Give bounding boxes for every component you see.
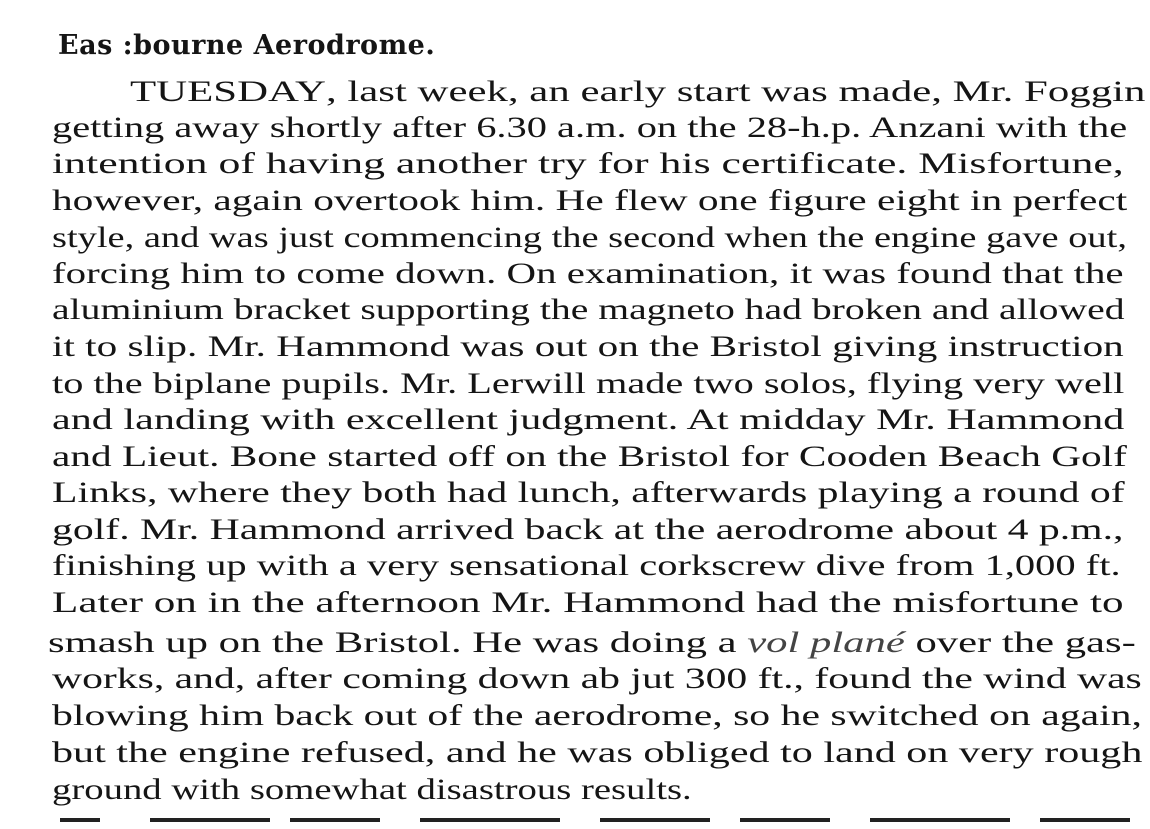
text-line (52, 698, 1142, 734)
text-line (52, 548, 1121, 584)
text-run: however, again overtook him. He flew one figure eight in perfect (52, 184, 1128, 217)
text-run: intention of having another try for his certificate. Misfortune, (52, 147, 1124, 180)
text-run: Later on in the afternoon Mr. Hammond had the misfortune to (52, 586, 1124, 619)
text-run: ground with somewhat disastrous results. (52, 773, 692, 806)
text-line (52, 585, 1124, 621)
text-run: over the gas- (904, 626, 1136, 659)
text-run: , last week, an early start was made, Mr. Foggin (325, 75, 1146, 108)
text-line (52, 475, 1125, 511)
text-line (52, 146, 1124, 182)
text-line (52, 366, 1124, 402)
text-run: aluminium bracket supporting the magneto had broken and allowed (52, 293, 1125, 326)
text-run: finishing up with a very sensational corkscrew dive from 1,000 ft. (52, 549, 1121, 582)
cropped-next-line (40, 812, 1140, 829)
text-run: getting away shortly after 6.30 a.m. on the 28-h.p. Anzani with the (52, 111, 1128, 144)
text-run: T (130, 75, 157, 108)
text-run: smash up on the Bristol. He was doing a (48, 626, 748, 659)
article-heading: Eas :bourne Aerodrome. (58, 30, 436, 61)
text-line (52, 256, 1124, 292)
text-run: works, and, after coming down ab jut 300 ft., found the wind was (52, 662, 1142, 695)
text-line (130, 74, 1145, 110)
text-line (52, 402, 1124, 438)
text-line (52, 661, 1142, 697)
text-run: it to slip. Mr. Hammond was out on the Bristol giving instruction (52, 330, 1124, 363)
text-line (52, 220, 1127, 256)
text-run: UESDAY (156, 75, 326, 108)
text-line (52, 110, 1127, 146)
text-line (52, 512, 1123, 548)
text-run: and landing with excellent judgment. At midday Mr. Hammond (52, 403, 1125, 436)
text-line (52, 772, 692, 808)
text-run: and Lieut. Bone started off on the Bristol for Cooden Beach Golf (52, 440, 1127, 473)
text-run: to the biplane pupils. Mr. Lerwill made two solos, flying very well (52, 367, 1125, 400)
text-run: blowing him back out of the aerodrome, so he switched on again, (52, 699, 1142, 732)
text-run: vol plané (747, 626, 905, 659)
text-run: golf. Mr. Hammond arrived back at the aerodrome about 4 p.m., (52, 513, 1124, 546)
text-run: forcing him to come down. On examination, it was found that the (52, 257, 1124, 290)
text-run: style, and was just commencing the second when the engine gave out, (52, 221, 1127, 254)
text-line (52, 329, 1124, 365)
text-run: Links, where they both had lunch, afterwards playing a round of (52, 476, 1125, 509)
text-line (52, 735, 1142, 771)
text-line (52, 439, 1127, 475)
text-line (52, 292, 1125, 328)
text-run: but the engine refused, and he was obliged to land on very rough (52, 736, 1143, 769)
text-line (52, 183, 1127, 219)
text-line (48, 625, 1136, 661)
